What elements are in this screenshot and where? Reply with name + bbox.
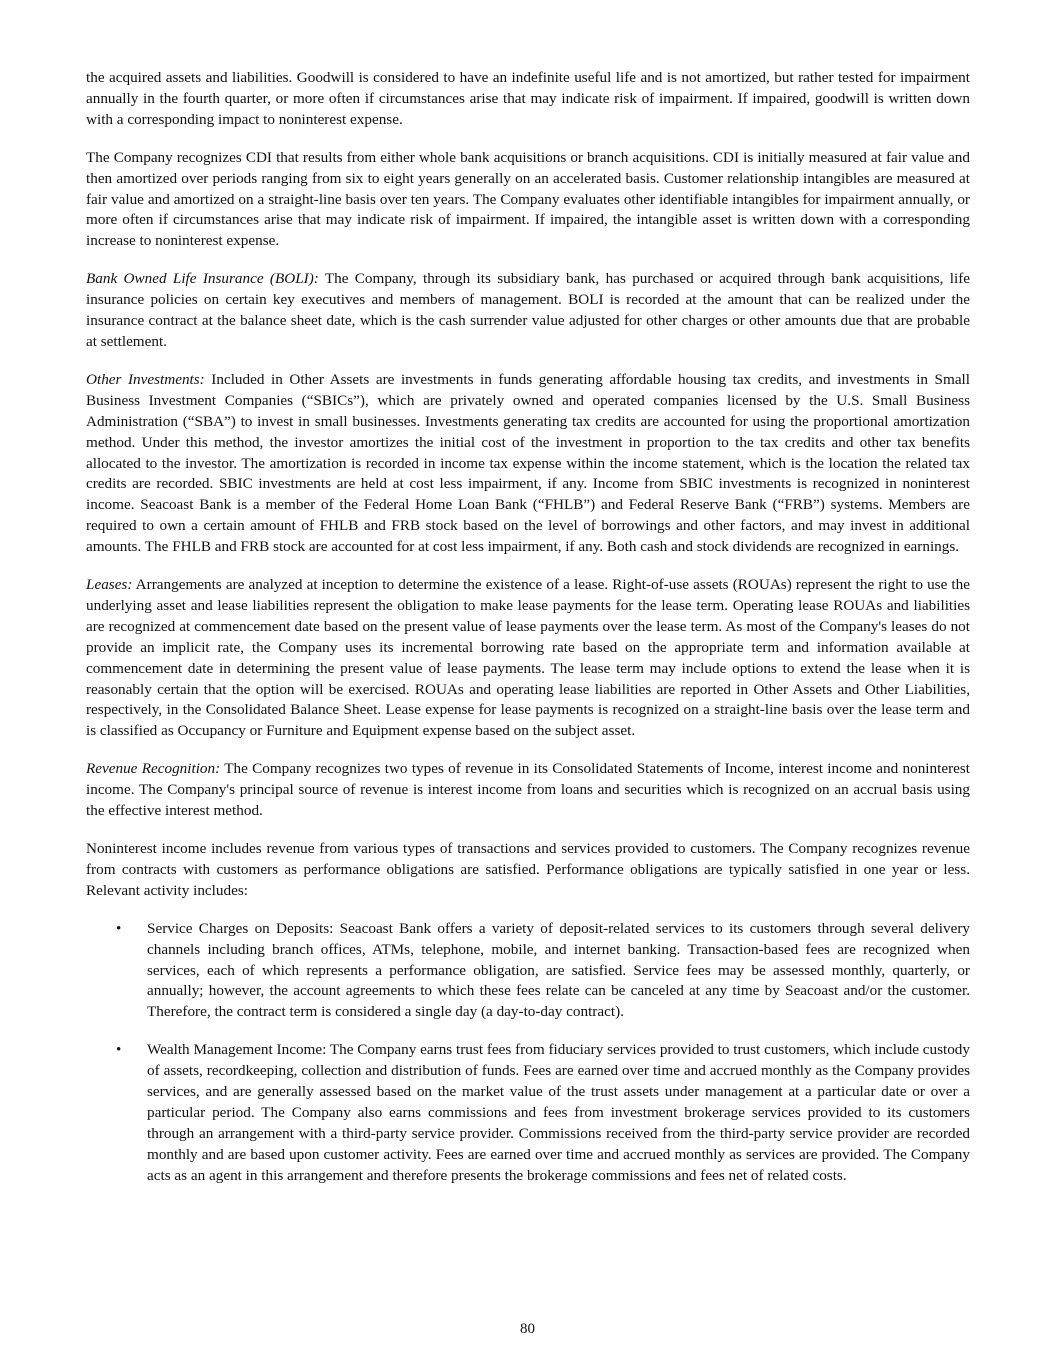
document-body [86, 68, 970, 1204]
paragraph-text: The Company, through its subsidiary bank, has purchased or acquired through bank acquisitions, life insurance policies on certain key executives and members of management. BOLI is recorded at the amount that can be realized under the insurance contract at the balance sheet date, which is the cash surrender value adjusted for other charges or other amounts due that are probable at settlement. [86, 270, 971, 350]
paragraph-goodwill [86, 68, 970, 131]
paragraph-noninterest-income [86, 839, 970, 902]
paragraph-other-investments [86, 370, 970, 558]
paragraph-lead: Revenue Recognition: [86, 760, 221, 778]
paragraph-text: Noninterest income includes revenue from various types of transactions and services provided to customers. The Company recognizes revenue from contracts with customers as performance obligations are satisfied. Performance obligations are typically satisfied in one year or less. Relevant activity includes: [86, 840, 970, 899]
paragraph-cdi [86, 148, 970, 253]
bullet-wealth-management [86, 1040, 970, 1186]
bullet-text: Wealth Management Income: The Company earns trust fees from fiduciary services provided to trust customers, which include custody of assets, recordkeeping, collection and distribution of funds. Fees are earned over time and accrued monthly as the Company provides services, and are generally assessed based on the market value of the trust assets under management at a particular date or over a particular period. The Company also earns commissions and fees from investment brokerage services provided to its customers through an arrangement with a third-party service provider. Commissions received from the third-party service provider are recorded monthly and are based upon customer activity. Fees are earned over time and accrued monthly as services are provided. The Company acts as an agent in this arrangement and therefore presents the brokerage commissions and fees net of related costs. [147, 1041, 970, 1184]
paragraph-lead: Bank Owned Life Insurance (BOLI): [86, 270, 319, 288]
paragraph-lead: Other Investments: [86, 370, 205, 388]
bullet-icon: • [116, 919, 122, 937]
paragraph-text: Included in Other Assets are investments in funds generating affordable housing tax credits, and investments in Small Business Investment Companies (“SBICs”), which are privately owned and operated companies licensed by the U.S. Small Business Administration (“SBA”) to invest in small businesses. Investments generating tax credits are accounted for using the proportional amortization method. Under this method, the investor amortizes the initial cost of the investment in proportion to the tax credits and other tax benefits allocated to the investor. The amortization is recorded in income tax expense within the income statement, which is the location the related tax credits are recorded. SBIC investments are held at cost less impairment, if any. Income from SBIC investments is recognized in noninterest income. Seacoast Bank is a member of the Federal Home Loan Bank (“FHLB”) and Federal Reserve Bank (“FRB”) systems. Members are required to own a certain amount of FHLB and FRB stock based on the level of borrowings and other factors, and may invest in additional amounts. The FHLB and FRB stock are accounted for at cost less impairment, if any. Both cash and stock dividends are recognized in earnings. [86, 370, 970, 556]
paragraph-lead: Leases: [86, 576, 133, 594]
bullet-text: Service Charges on Deposits: Seacoast Bank offers a variety of deposit-related services to its customers through several delivery channels including branch offices, ATMs, telephone, mobile, and internet banking. Transaction-based fees are recognized when services, each of which represents a performance obligation, are satisfied. Service fees may be assessed monthly, quarterly, or annually; however, the account agreements to which these fees relate can be canceled at any time by Seacoast and/or the customer. Therefore, the contract term is considered a single day (a day-to-day contract). [147, 919, 970, 1021]
paragraph-revenue-recognition [86, 759, 970, 822]
bullet-icon: • [116, 1041, 122, 1059]
page-number: 80 [520, 1321, 535, 1337]
paragraph-text: The Company recognizes two types of revenue in its Consolidated Statements of Income, interest income and noninterest income. The Company's principal source of revenue is interest income from loans and securities which is recognized on an accrual basis using the effective interest method. [86, 760, 970, 820]
paragraph-leases [86, 575, 970, 742]
paragraph-text: the acquired assets and liabilities. Goodwill is considered to have an indefinite useful life and is not amortized, but rather tested for impairment annually in the fourth quarter, or more often if circumstances arise that may indicate risk of impairment. If impaired, goodwill is written down with a corresponding impact to noninterest expense. [86, 69, 970, 128]
paragraph-boli [86, 269, 970, 353]
paragraph-text: Arrangements are analyzed at inception to determine the existence of a lease. Right-of-use assets (ROUAs) represent the right to use the underlying asset and lease liabilities represent the obligation to make lease payments for the lease term. Operating lease ROUAs and liabilities are recognized at commencement date based on the present value of lease payments over the lease term. As most of the Company's leases do not provide an implicit rate, the Company uses its incremental borrowing rate based on the appropriate term and information available at commencement date in determining the present value of lease payments. The lease term may include options to extend the lease when it is reasonably certain that the option will be exercised. ROUAs and operating lease liabilities are reported in Other Assets and Other Liabilities, respectively, in the Consolidated Balance Sheet. Lease expense for lease payments is recognized on a straight-line basis over the lease term and is classified as Occupancy or Furniture and Equipment expense based on the subject asset. [86, 576, 970, 740]
paragraph-text: The Company recognizes CDI that results from either whole bank acquisitions or branch acquisitions. CDI is initially measured at fair value and then amortized over periods ranging from six to eight years generally on an accelerated basis. Customer relationship intangibles are measured at fair value and amortized on a straight-line basis over ten years. The Company evaluates other identifiable intangibles for impairment annually, or more often if circumstances arise that may indicate risk of impairment. If impaired, the intangible asset is written down with a corresponding increase to noninterest expense. [86, 148, 970, 250]
bullet-service-charges [86, 919, 970, 1024]
